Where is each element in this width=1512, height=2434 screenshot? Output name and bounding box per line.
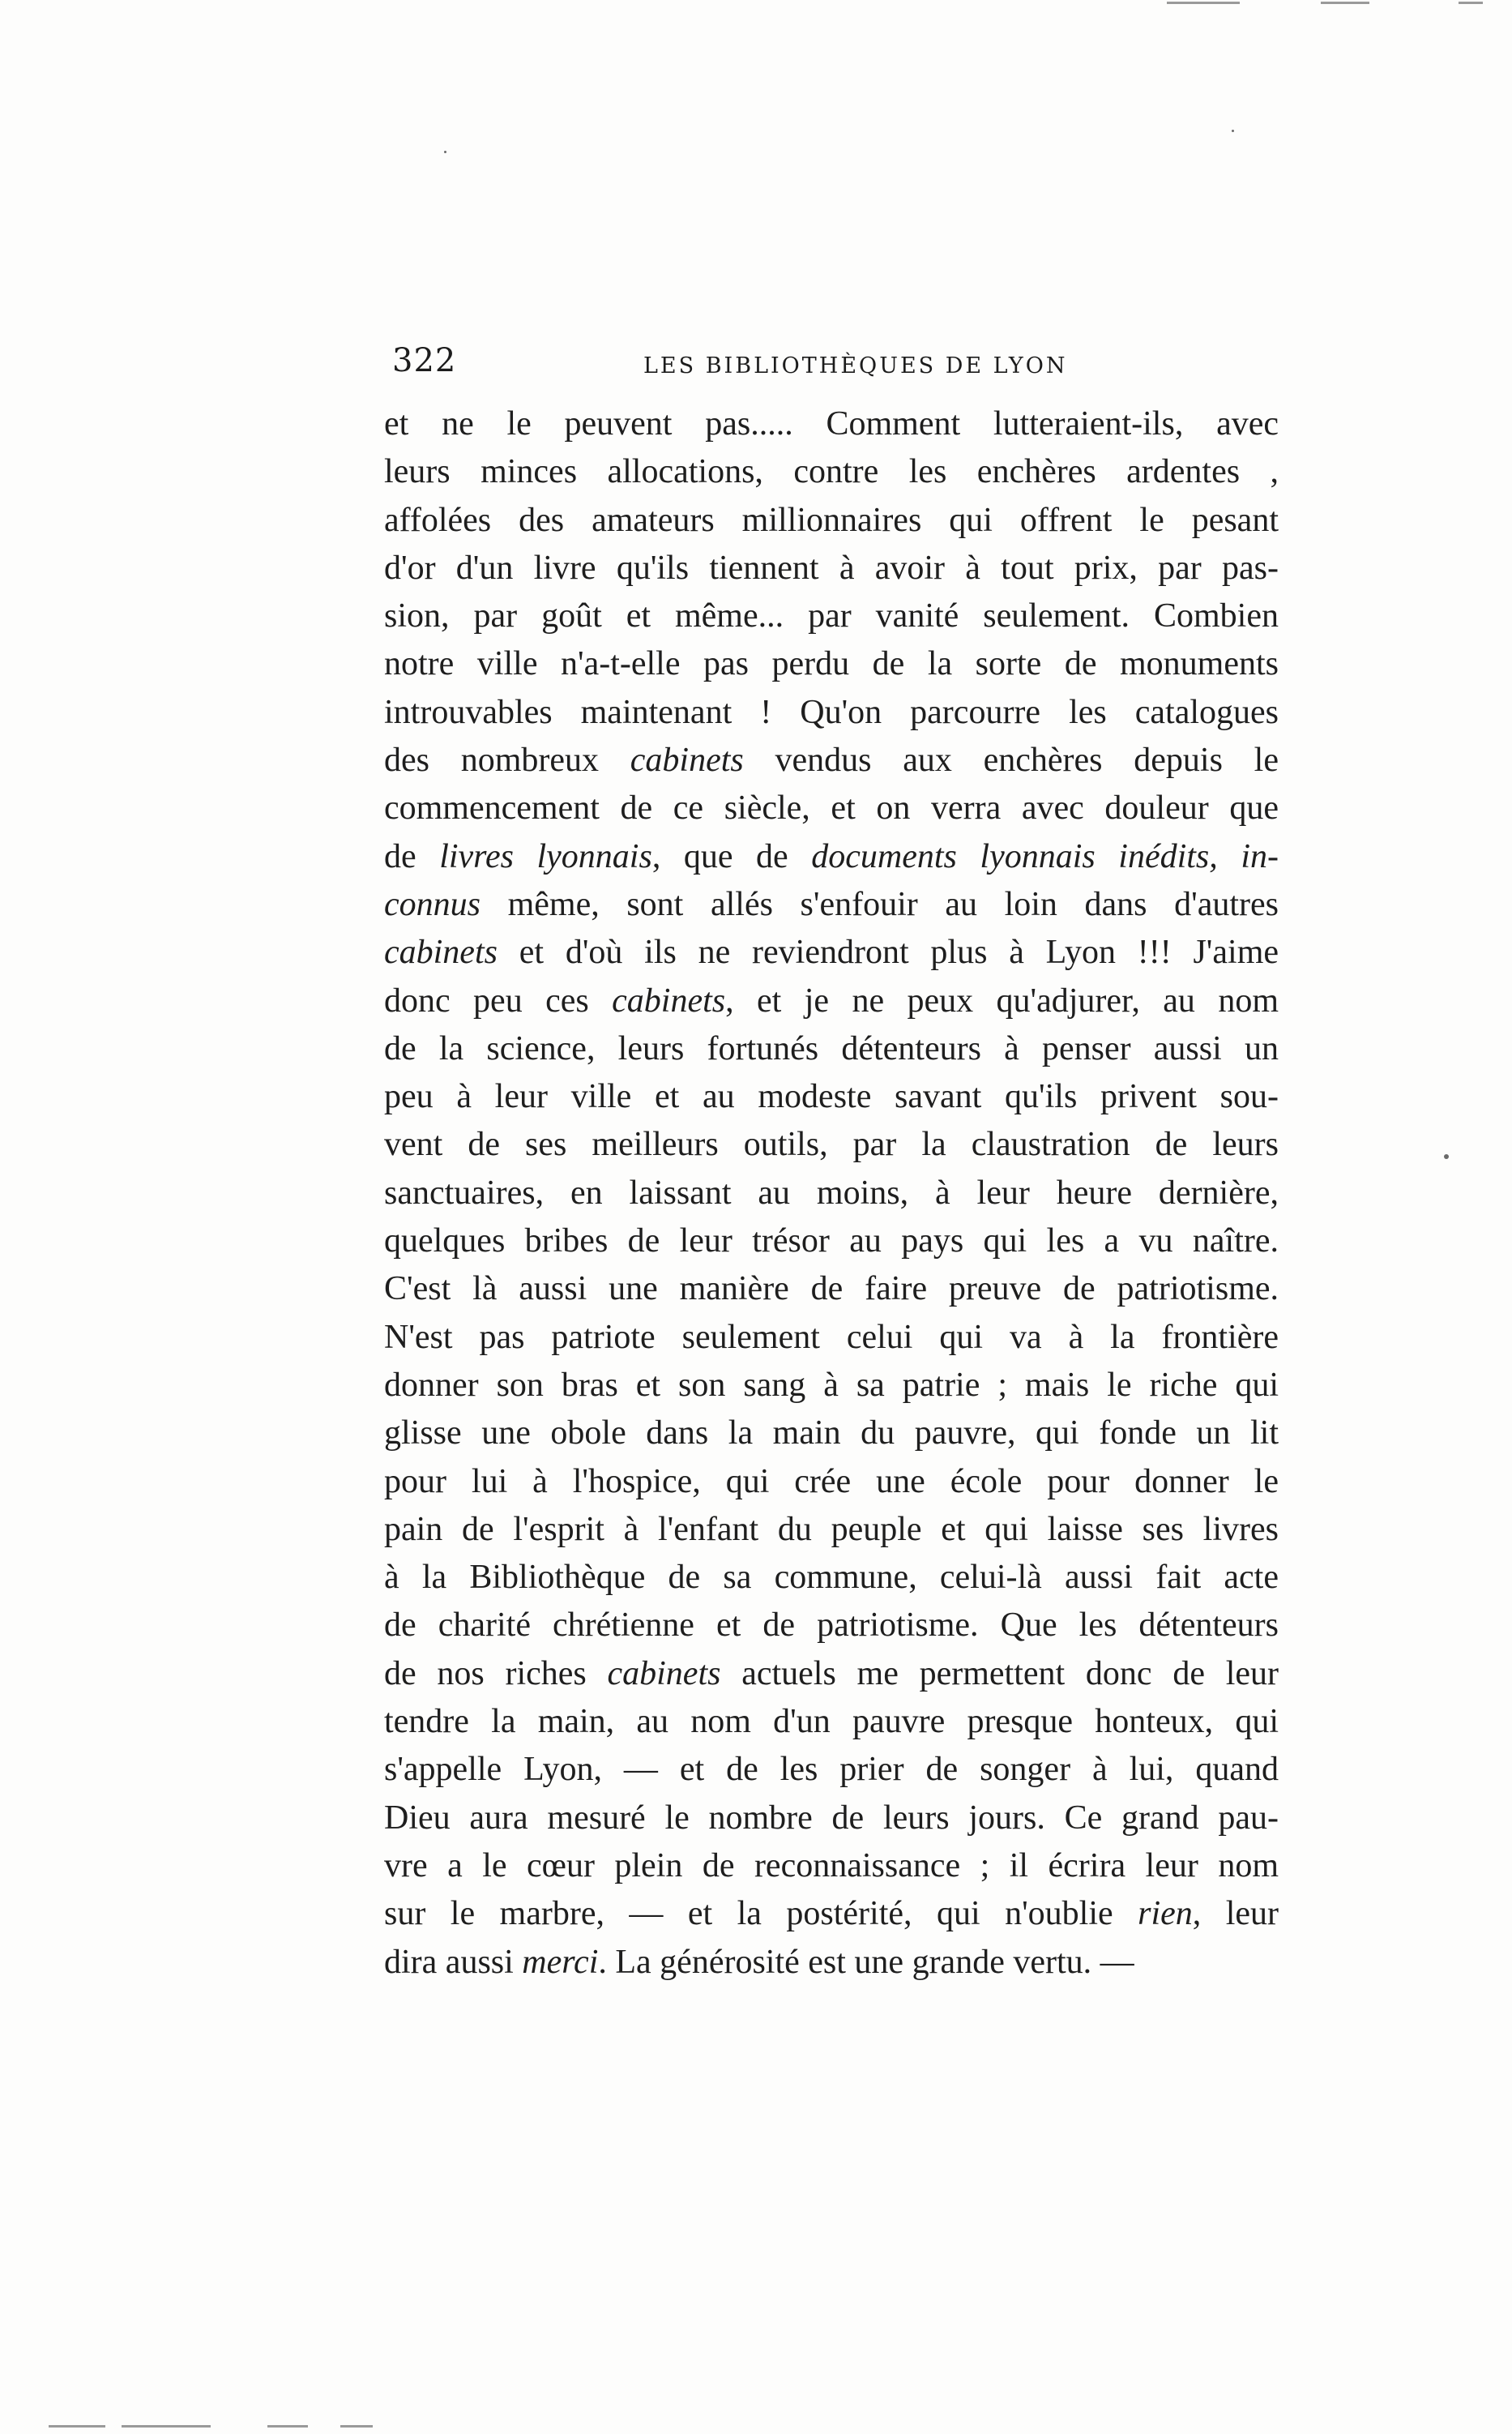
- page-header: [392, 342, 1283, 391]
- text-line: quelques bribes de leur trésor au pays qui les a vu naître.: [384, 1222, 1279, 1260]
- text-line: cabinets et d'où ils ne reviendront plus à Lyon !!! J'aime: [384, 934, 1279, 972]
- page-number: 322: [392, 342, 457, 379]
- text-line: introuvables maintenant ! Qu'on parcourre les catalogues: [384, 693, 1279, 731]
- text-line: de charité chrétienne et de patriotisme. Que les détenteurs: [384, 1606, 1279, 1645]
- text-line: C'est là aussi une manière de faire preuve de patriotisme.: [384, 1270, 1279, 1308]
- text-line: vent de ses meilleurs outils, par la claustration de leurs: [384, 1126, 1279, 1164]
- scan-edge-mark: [1167, 2, 1240, 4]
- text-line: sanctuaires, en laissant au moins, à leur heure dernière,: [384, 1174, 1279, 1212]
- text-line: commencement de ce siècle, et on verra avec douleur que: [384, 789, 1279, 828]
- text-line: peu à leur ville et au modeste savant qu'ils privent sou-: [384, 1078, 1279, 1116]
- scan-edge-mark: [1321, 2, 1369, 4]
- text-line: connus même, sont allés s'enfouir au loin dans d'autres: [384, 885, 1279, 923]
- text-line: affolées des amateurs millionnaires qui offrent le pesant: [384, 501, 1279, 539]
- text-line: pain de l'esprit à l'enfant du peuple et qui laisse ses livres: [384, 1510, 1279, 1548]
- text-line: de nos riches cabinets actuels me permettent donc de leur: [384, 1654, 1279, 1692]
- text-line: des nombreux cabinets vendus aux enchères depuis le: [384, 742, 1279, 780]
- text-line: sur le marbre, — et la postérité, qui n'oublie rien, leur: [384, 1895, 1279, 1933]
- text-line: notre ville n'a-t-elle pas perdu de la sorte de monuments: [384, 645, 1279, 683]
- scan-edge-mark: [267, 2425, 308, 2428]
- text-line: de livres lyonnais, que de documents lyonnais inédits, in-: [384, 837, 1279, 875]
- text-line: de la science, leurs fortunés détenteurs à penser aussi un: [384, 1029, 1279, 1067]
- scan-edge-mark: [340, 2425, 373, 2428]
- scan-edge-mark: [1459, 2, 1483, 4]
- text-line: pour lui à l'hospice, qui crée une école pour donner le: [384, 1462, 1279, 1500]
- text-line: et ne le peuvent pas..... Comment lutteraient-ils, avec: [384, 405, 1279, 443]
- text-line: d'or d'un livre qu'ils tiennent à avoir à tout prix, par pas-: [384, 549, 1279, 587]
- text-line: sion, par goût et même... par vanité seulement. Combien: [384, 597, 1279, 635]
- scan-edge-mark: [49, 2425, 105, 2428]
- scan-speck: [1232, 130, 1234, 132]
- text-line: à la Bibliothèque de sa commune, celui-là aussi fait acte: [384, 1559, 1279, 1597]
- text-line: vre a le cœur plein de reconnaissance ; il écrira leur nom: [384, 1846, 1279, 1884]
- text-line: Dieu aura mesuré le nombre de leurs jours. Ce grand pau-: [384, 1799, 1279, 1837]
- scan-edge-mark: [122, 2425, 211, 2428]
- text-line: donner son bras et son sang à sa patrie ; mais le riche qui: [384, 1366, 1279, 1404]
- text-line: N'est pas patriote seulement celui qui va à la frontière: [384, 1318, 1279, 1356]
- text-line: tendre la main, au nom d'un pauvre presque honteux, qui: [384, 1703, 1279, 1741]
- text-line: glisse une obole dans la main du pauvre, qui fonde un lit: [384, 1414, 1279, 1452]
- scan-speck: [1444, 1154, 1449, 1159]
- scan-speck: [444, 151, 446, 153]
- text-line: dira aussi merci. La générosité est une grande vertu. —: [384, 1943, 1134, 1981]
- text-line: s'appelle Lyon, — et de les prier de songer à lui, quand: [384, 1751, 1279, 1789]
- running-title: LES BIBLIOTHÈQUES DE LYON: [643, 353, 1068, 379]
- body-paragraph: [384, 400, 1279, 1987]
- text-line: leurs minces allocations, contre les enchères ardentes ,: [384, 453, 1279, 491]
- text-line: donc peu ces cabinets, et je ne peux qu'adjurer, au nom: [384, 982, 1279, 1020]
